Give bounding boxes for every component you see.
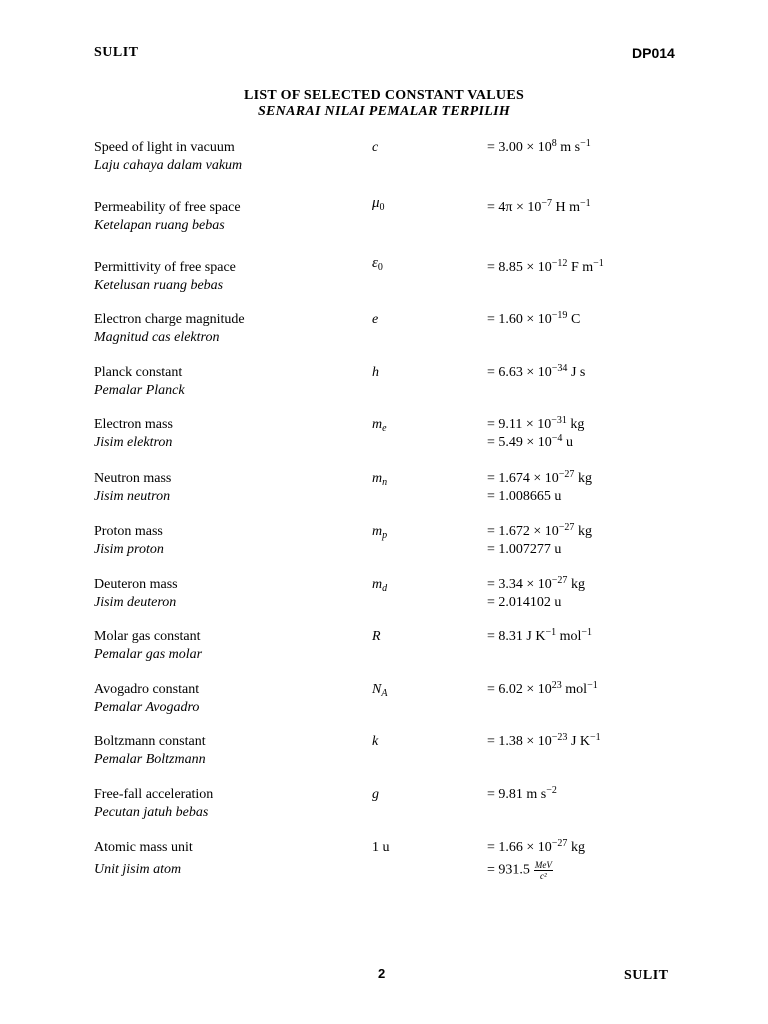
constant-row-speed-of-light [0, 140, 768, 184]
constant-translation: Ketelapan ruang bebas [94, 218, 225, 233]
constant-symbol: $N_A$ [372, 682, 388, 699]
constant-name: Atomic mass unit [94, 840, 193, 855]
constant-name: Neutron mass [94, 471, 172, 486]
constant-translation: Jisim elektron [94, 435, 173, 450]
constant-symbol: 1 u [372, 840, 390, 855]
constant-value: = $8.85 \times 10^{-12}$ F $m^{-1}$ [487, 258, 604, 275]
constant-symbol: $\mu_0$ [372, 195, 385, 213]
constant-row-avogadro [0, 682, 768, 726]
constant-symbol: R [372, 629, 381, 644]
constant-symbol: h [372, 365, 379, 380]
constant-row-boltzmann [0, 734, 768, 778]
constant-row-electron-charge [0, 312, 768, 356]
constant-symbol: e [372, 312, 379, 327]
constant-name: Molar gas constant [94, 629, 201, 644]
constant-symbol: $m_p$ [372, 524, 388, 541]
constant-name: Electron mass [94, 417, 173, 432]
page-subtitle: SENARAI NILAI PEMALAR TERPILIH [257, 104, 511, 119]
constant-value: = 8.31 J $K^{-1}$ mol$^{-1}$ [487, 627, 593, 644]
constant-name: Deuteron mass [94, 577, 178, 592]
constant-name: Electron charge magnitude [94, 312, 245, 327]
constant-translation: Unit jisim atom [94, 862, 182, 877]
constant-row-permittivity [0, 255, 768, 304]
constant-value-alt: = 931.5 $\frac{\text{MeV}}{\text{c²}}$ [487, 860, 552, 881]
constant-name: Boltzmann constant [94, 734, 206, 749]
constant-translation: Pemalar gas molar [94, 647, 203, 662]
constant-translation: Jisim proton [94, 542, 164, 557]
constant-symbol: $m_d$ [372, 577, 388, 594]
constant-value: = $3.00 \times 10^8$ m $s^{-1}$ [487, 138, 591, 155]
footer-sulit-label: SULIT [624, 968, 669, 983]
constant-value: = $1.60 \times 10^{-19}$ C [487, 310, 581, 327]
constant-name: Speed of light in vacuum [94, 140, 235, 155]
constant-value-alt: = $5.49 \times 10^{-4}$ u [487, 433, 573, 450]
constant-value: = $1.66 \times 10^{-27}$ kg [487, 838, 585, 855]
constant-translation: Pemalar Boltzmann [94, 752, 206, 767]
constant-symbol: k [372, 734, 379, 749]
constant-row-permeability [0, 195, 768, 244]
constant-value-alt: = 2.014102 u [487, 595, 562, 610]
constant-value: = 9.81 m $s^{-2}$ [487, 785, 557, 802]
constant-name: Permeability of free space [94, 200, 241, 215]
constant-row-neutron-mass [0, 471, 768, 515]
constant-translation: Magnitud cas elektron [94, 330, 220, 345]
header-sulit-label: SULIT [94, 45, 139, 60]
constant-name: Permittivity of free space [94, 260, 236, 275]
constant-symbol: $\varepsilon_0$ [372, 255, 383, 273]
constant-translation: Ketelusan ruang bebas [94, 278, 224, 293]
constant-value: = $9.11 \times 10^{-31}$ kg [487, 415, 585, 432]
header-course-code: DP014 [632, 45, 675, 61]
constant-name: Proton mass [94, 524, 163, 539]
constant-name: Planck constant [94, 365, 183, 380]
constant-value-alt: = 1.007277 u [487, 542, 562, 557]
constant-symbol: $m_n$ [372, 471, 388, 488]
constant-value: = $6.63 \times 10^{-34}$ J s [487, 363, 586, 380]
constant-value: = $4\pi \times 10^{-7}$ H $m^{-1}$ [487, 198, 591, 215]
constant-name: Avogadro constant [94, 682, 200, 697]
constant-value: = $6.02 \times 10^{23}$ mol$^{-1}$ [487, 680, 598, 697]
mev-per-c2-fraction: $\frac{\text{MeV}}{\text{c²}}$ [534, 860, 552, 881]
constant-translation: Pemalar Avogadro [94, 700, 200, 715]
constant-row-planck [0, 365, 768, 409]
constant-name: Free-fall acceleration [94, 787, 214, 802]
constant-symbol: c [372, 140, 379, 155]
constant-translation: Jisim neutron [94, 489, 171, 504]
constant-row-atomic-mass-unit [0, 840, 768, 884]
constant-row-electron-mass [0, 417, 768, 461]
constant-row-deuteron-mass [0, 577, 768, 621]
page-title: LIST OF SELECTED CONSTANT VALUES [243, 88, 525, 103]
constant-value: = $1.674 \times 10^{-27}$ kg [487, 469, 592, 486]
constant-value: = $3.34 \times 10^{-27}$ kg [487, 575, 585, 592]
constant-row-proton-mass [0, 524, 768, 568]
constant-translation: Jisim deuteron [94, 595, 177, 610]
constant-translation: Laju cahaya dalam vakum [94, 158, 243, 173]
page-number: 2 [378, 966, 386, 981]
constant-value: = $1.672 \times 10^{-27}$ kg [487, 522, 592, 539]
constant-translation: Pemalar Planck [94, 383, 185, 398]
constant-row-free-fall [0, 787, 768, 831]
constant-value: = $1.38 \times 10^{-23}$ J $K^{-1}$ [487, 732, 601, 749]
constant-row-molar-gas [0, 629, 768, 673]
constant-symbol: g [372, 787, 379, 802]
constant-symbol: $m_e$ [372, 417, 387, 434]
constant-value-alt: = 1.008665 u [487, 489, 562, 504]
constant-translation: Pecutan jatuh bebas [94, 805, 209, 820]
